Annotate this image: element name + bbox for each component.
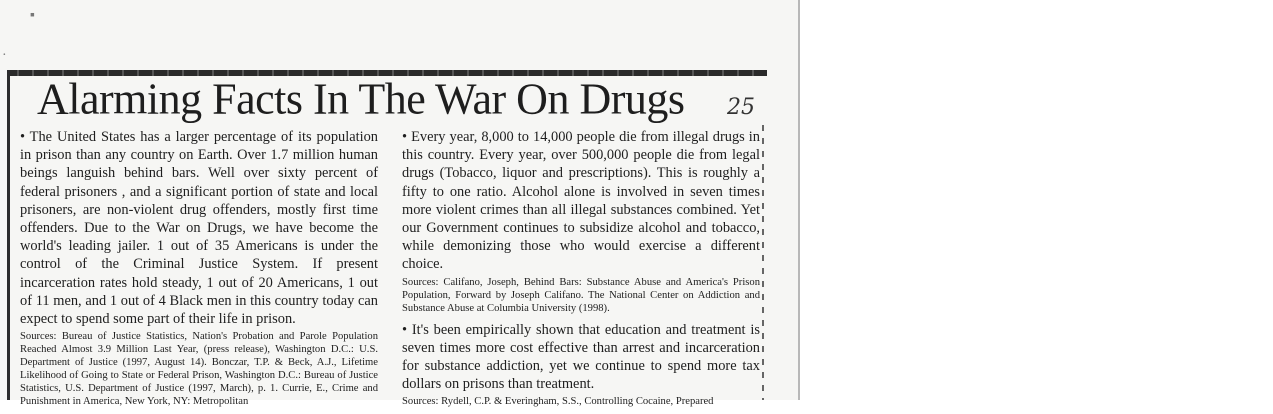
right-margin-marks <box>762 125 764 400</box>
left-border-rule <box>7 70 10 400</box>
right-column <box>402 128 760 414</box>
scan-speck: ▪ <box>30 8 35 23</box>
left-column <box>20 128 378 414</box>
paragraph-drug-deaths: • Every year, 8,000 to 14,000 people die from illegal drugs in this country. Every year, over 500,000 people die from legal drugs (Tobacco, liquor and prescriptions). This is roughly a fifty to one ratio. Alcohol alone is involved in seven times more violent crimes than all illegal substances combined. Yet our Government continues to subsidize alcohol and tobacco, while demonizing those who would exercise a different choice. <box>402 129 760 273</box>
page-edge <box>798 0 800 400</box>
sources-treatment: Sources: Rydell, C.P. & Everingham, S.S., Controlling Cocaine, Prepared <box>402 396 714 408</box>
handwritten-page-number: 25 <box>727 95 755 120</box>
scan-speck: · <box>2 48 7 63</box>
sources-drug-deaths: Sources: Califano, Joseph, Behind Bars: Substance Abuse and America's Prison Population, Forward by Joseph Califano. The National Center on Addiction and Substance Abuse at Columbia University (1998). <box>402 276 760 314</box>
article-headline: Alarming Facts In The War On Drugs <box>37 73 685 124</box>
paragraph-treatment: • It's been empirically shown that education and treatment is seven times more cost effective than arrest and incarceration for substance addiction, yet we continue to spend more tax dollars on prisons than treatment. <box>402 321 760 393</box>
sources-incarceration: Sources: Bureau of Justice Statistics, Nation's Probation and Parole Population Reached Almost 3.9 Million Last Year, (press release), Washington D.C.: U.S. Department of Justice (1997, August 14). Bonczar, T.P. & Beck, A.J., Lifetime Likelihood of Going to State or Federal Prison, Washington D.C.: Bureau of Justice Statistics, U.S. Department of Justice (1997, March), p. 1. Currie, E., Crime and Punishment in America, New York, NY: Metropolitan <box>20 331 378 408</box>
paragraph-incarceration: • The United States has a larger percentage of its population in prison than any country on Earth. Over 1.7 million human beings languish behind bars. Well over sixty percent of federal prisoners , and a significant portion of state and local prisoners, are non-violent drug offenders, mostly first time offenders. Due to the War on Drugs, we have become the world's leading jailer. 1 out of 35 Americans is under the control of the Criminal Justice System. If present incarceration rates hold steady, 1 out of 20 Americans, 1 out of 11 men, and 1 out of 4 Black men in this country today can expect to spend some part of their life in prison. <box>20 129 378 328</box>
